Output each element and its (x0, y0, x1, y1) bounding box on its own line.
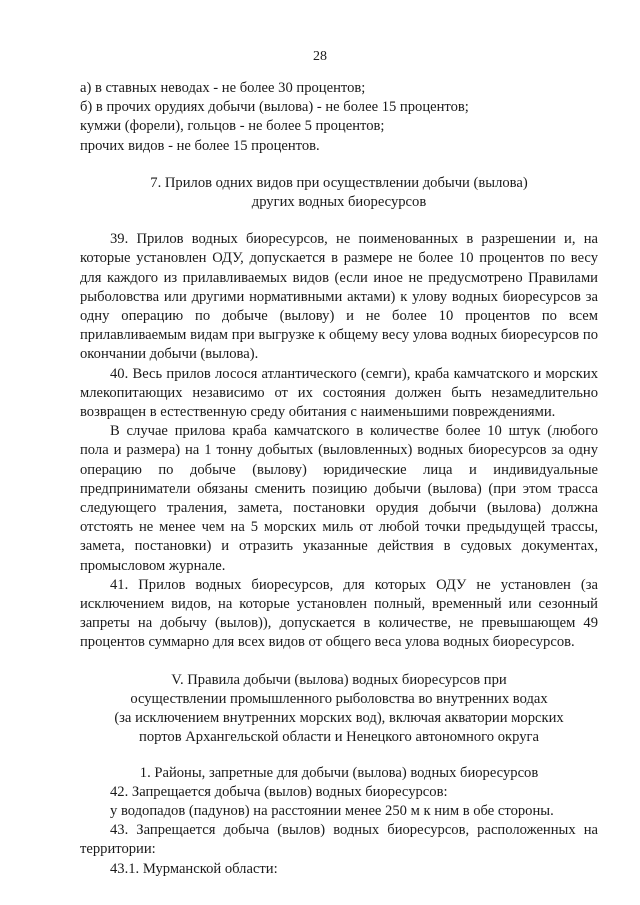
paragraph-41: 41. Прилов водных биоресурсов, для которых ОДУ не установлен (за исключением видов, на которые установлен полный, временный или сезонный запреты на добычу (вылов)), допускается в количестве, не превышающем 49 процентов суммарно для всех видов от общего веса улова водных биоресурсов. (80, 576, 598, 651)
section-v-heading (80, 671, 598, 748)
paragraph-42: 42. Запрещается добыча (вылов) водных биоресурсов: (110, 783, 448, 800)
quota-list (80, 79, 598, 156)
heading-line: V. Правила добычи (вылова) водных биоресурсов при (171, 671, 507, 688)
page-number: 28 (313, 49, 327, 64)
paragraph-42-item: у водопадов (падунов) на расстоянии менее 250 м к ним в обе стороны. (110, 802, 554, 819)
list-item: а) в ставных неводах - не более 30 процентов; (80, 80, 366, 96)
list-item: кумжи (форели), гольцов - не более 5 процентов; (80, 118, 385, 135)
heading-line: других водных биоресурсов (251, 194, 427, 211)
document-body (80, 79, 598, 879)
list-item: б) в прочих орудиях добычи (вылова) - не более 15 процентов; (80, 99, 469, 116)
paragraph-43: 43. Запрещается добыча (вылов) водных биоресурсов, расположенных на территории: (80, 822, 598, 858)
heading-line: (за исключением внутренних морских вод), включая акватории морских (114, 710, 564, 727)
paragraph-40-continued: В случае прилова краба камчатского в количестве более 10 штук (любого пола и размера) на 1 тонну добытых (выловленных) водных биоресурсов за одну операцию по добыче (вылову) юридические лица и индивидуальные предприниматели обязаны сменить позицию добычи (вылова) (при этом трасса следующего траления, замета, постановки орудия добычи (вылова) должна отстоять не менее чем на 5 морских миль от любой точки предыдущей трассы, замета, постановки) и отразить указанные действия в судовых документах, промысловом журнале. (80, 423, 598, 574)
list-item: прочих видов - не более 15 процентов. (80, 137, 320, 154)
paragraph-39: 39. Прилов водных биоресурсов, не поименованных в разрешении и, на которые установлен ОДУ, допускается в размере не более 10 процентов по весу для каждого из прилавливаемых видов (если иное не предусмотрено Правилами рыболовства или другими нормативными актами) к улову водных биоресурсов за одну операцию по добыче (вылову) и не более 10 процентов по всем прилавливаемым видам при выгрузке к общему весу улова водных биоресурсов по окончании добычи (вылова). (80, 231, 598, 363)
heading-line: 7. Прилов одних видов при осуществлении добычи (вылова) (150, 174, 528, 191)
section-7-heading (80, 174, 598, 212)
heading-line: осуществлении промышленного рыболовства во внутренних водах (130, 690, 548, 707)
heading-line: портов Архангельской области и Ненецкого автономного округа (139, 729, 539, 746)
paragraph-43-1: 43.1. Мурманской области: (110, 860, 278, 877)
paragraph-40: 40. Весь прилов лосося атлантического (семги), краба камчатского и морских млекопитающих независимо от их состояния должен быть незамедлительно возвращен в естественную среду обитания с наименьшими повреждениями. (80, 365, 598, 421)
subsection-1-heading: 1. Районы, запретные для добычи (вылова) водных биоресурсов (139, 764, 539, 781)
